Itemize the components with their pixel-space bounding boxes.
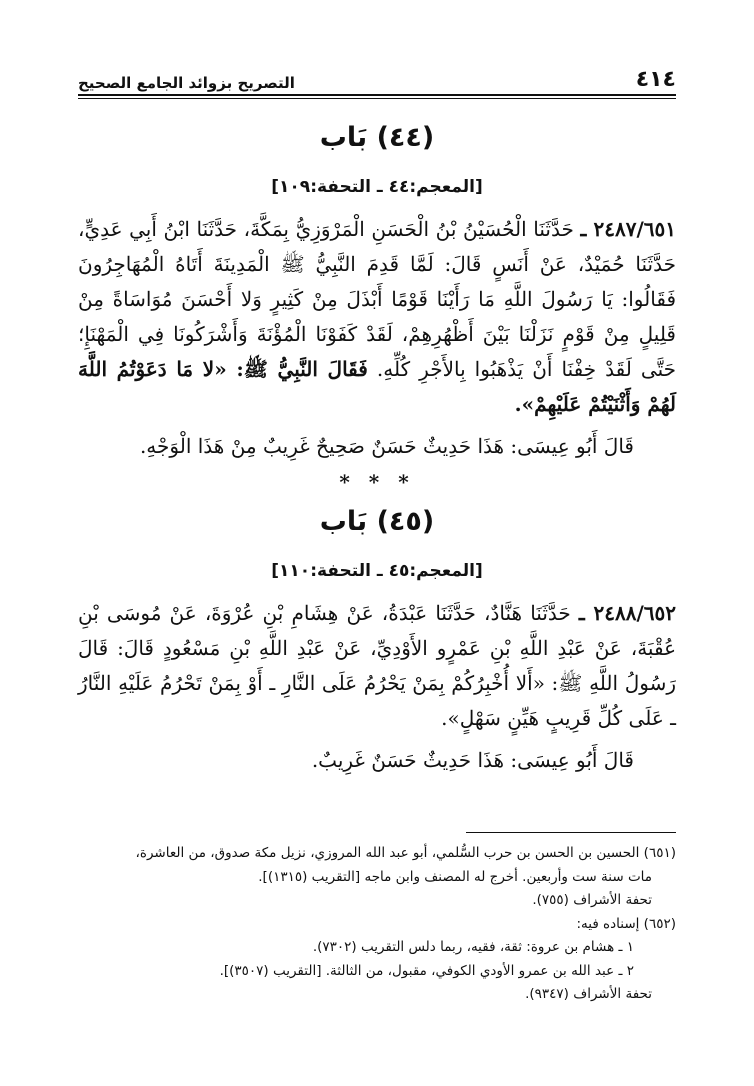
page-number: ٤١٤: [635, 67, 676, 92]
footnote-line: (٦٥٢) إسناده فيه:: [576, 915, 676, 932]
footnote-line: ٢ ـ عبد الله بن عمرو الأودي الكوفي، مقبول، من الثالثة. [التقريب (٣٥٠٧)].: [219, 962, 634, 979]
running-header: [78, 64, 676, 92]
running-title: التصريح بزوائد الجامع الصحيح: [78, 74, 295, 92]
hadith-652: [78, 596, 676, 736]
header-rule: [78, 94, 676, 99]
footnote-line: مات سنة ست وأربعين. أخرج له المصنف وابن ماجه [التقريب (١٣١٥)].: [258, 868, 652, 885]
footnote-line: ١ ـ هشام بن عروة: ثقة، فقيه، ربما دلس التقريب (٧٣٠٢).: [312, 939, 634, 955]
hadith-number: ٢٤٨٨/٦٥٢ ـ: [578, 601, 676, 625]
footnote-line: تحفة الأشراف (٩٣٤٧).: [525, 986, 652, 1002]
footnote-line: (٦٥١) الحسين بن الحسن بن حرب السُّلمي، أبو عبد الله المروزي، نزيل مكة صدوق، من العاشرة،: [135, 845, 676, 861]
footnotes: [78, 842, 676, 1007]
hadith-text: حَدَّثَنَا هَنَّادٌ، حَدَّثَنَا عَبْدَةُ، عَنْ هِشَامِ بْنِ عُرْوَةَ، عَنْ مُوسَى بْنِ عُقْبَةَ، عَنْ عَبْدِ اللَّهِ بْنِ عَمْرٍو الأَوْدِيِّ، عَنْ عَبْدِ اللَّهِ بْنِ مَسْعُودٍ قَالَ: قَالَ رَسُولُ اللَّهِ ﷺ: «أَلا أُخْبِرُكُمْ بِمَنْ يَحْرُمُ عَلَى النَّارِ ـ أَوْ بِمَنْ تَحْرُمُ عَلَيْهِ النَّارُ ـ عَلَى كُلِّ قَرِيبٍ هَيِّنٍ سَهْلٍ».: [78, 601, 676, 730]
hadith-651: [78, 212, 676, 422]
chapter-reference-45: [المعجم:٤٥ ـ التحفة:١١٠]: [271, 561, 483, 581]
footnote-line: تحفة الأشراف (٧٥٥).: [532, 892, 652, 908]
chapter-heading-45: (٤٥) بَاب: [319, 506, 435, 537]
main-text: [78, 118, 676, 778]
section-separator: * * *: [339, 470, 415, 494]
chapter-reference-44: [المعجم:٤٤ ـ التحفة:١٠٩]: [271, 177, 483, 197]
prophet-saying: فَقَالَ النَّبِيُّ ﷺ: «لا مَا دَعَوْتُمُ اللَّهَ لَهُمْ وَأَثْنَيْتُمْ عَلَيْهِمْ».: [78, 357, 676, 416]
hadith-text: حَدَّثَنَا الْحُسَيْنُ بْنُ الْحَسَنِ الْمَرْوَزِيُّ بِمَكَّةَ، حَدَّثَنَا ابْنُ أَبِي عَدِيٍّ، حَدَّثَنَا حُمَيْدٌ، عَنْ أَنَسٍ قَالَ: لَمَّا قَدِمَ النَّبِيُّ ﷺ الْمَدِينَةَ أَتَاهُ الْمُهَاجِرُونَ فَقَالُوا: يَا رَسُولَ اللَّهِ مَا رَأَيْنَا قَوْمًا أَبْذَلَ مِنْ كَثِيرٍ وَلا أَحْسَنَ مُوَاسَاةً مِنْ قَلِيلٍ مِنْ قَوْمٍ نَزَلْنَا بَيْنَ أَظْهُرِهِمْ، لَقَدْ كَفَوْنَا الْمُؤْنَةَ وَأَشْرَكُونَا فِي الْمَهْنَإِ؛ حَتَّى لَقَدْ خِفْنَا أَنْ يَذْهَبُوا بِالأَجْرِ كُلِّهِ.: [78, 217, 676, 381]
hadith-ruling: قَالَ أَبُو عِيسَى: هَذَا حَدِيثٌ حَسَنٌ غَرِيبٌ.: [311, 748, 634, 772]
hadith-ruling: قَالَ أَبُو عِيسَى: هَذَا حَدِيثٌ حَسَنٌ صَحِيحٌ غَرِيبٌ مِنْ هَذَا الْوَجْهِ.: [139, 434, 634, 458]
chapter-heading-44: (٤٤) بَاب: [319, 122, 435, 153]
hadith-number: ٢٤٨٧/٦٥١ ـ: [580, 217, 676, 241]
footnote-rule: [466, 832, 676, 833]
